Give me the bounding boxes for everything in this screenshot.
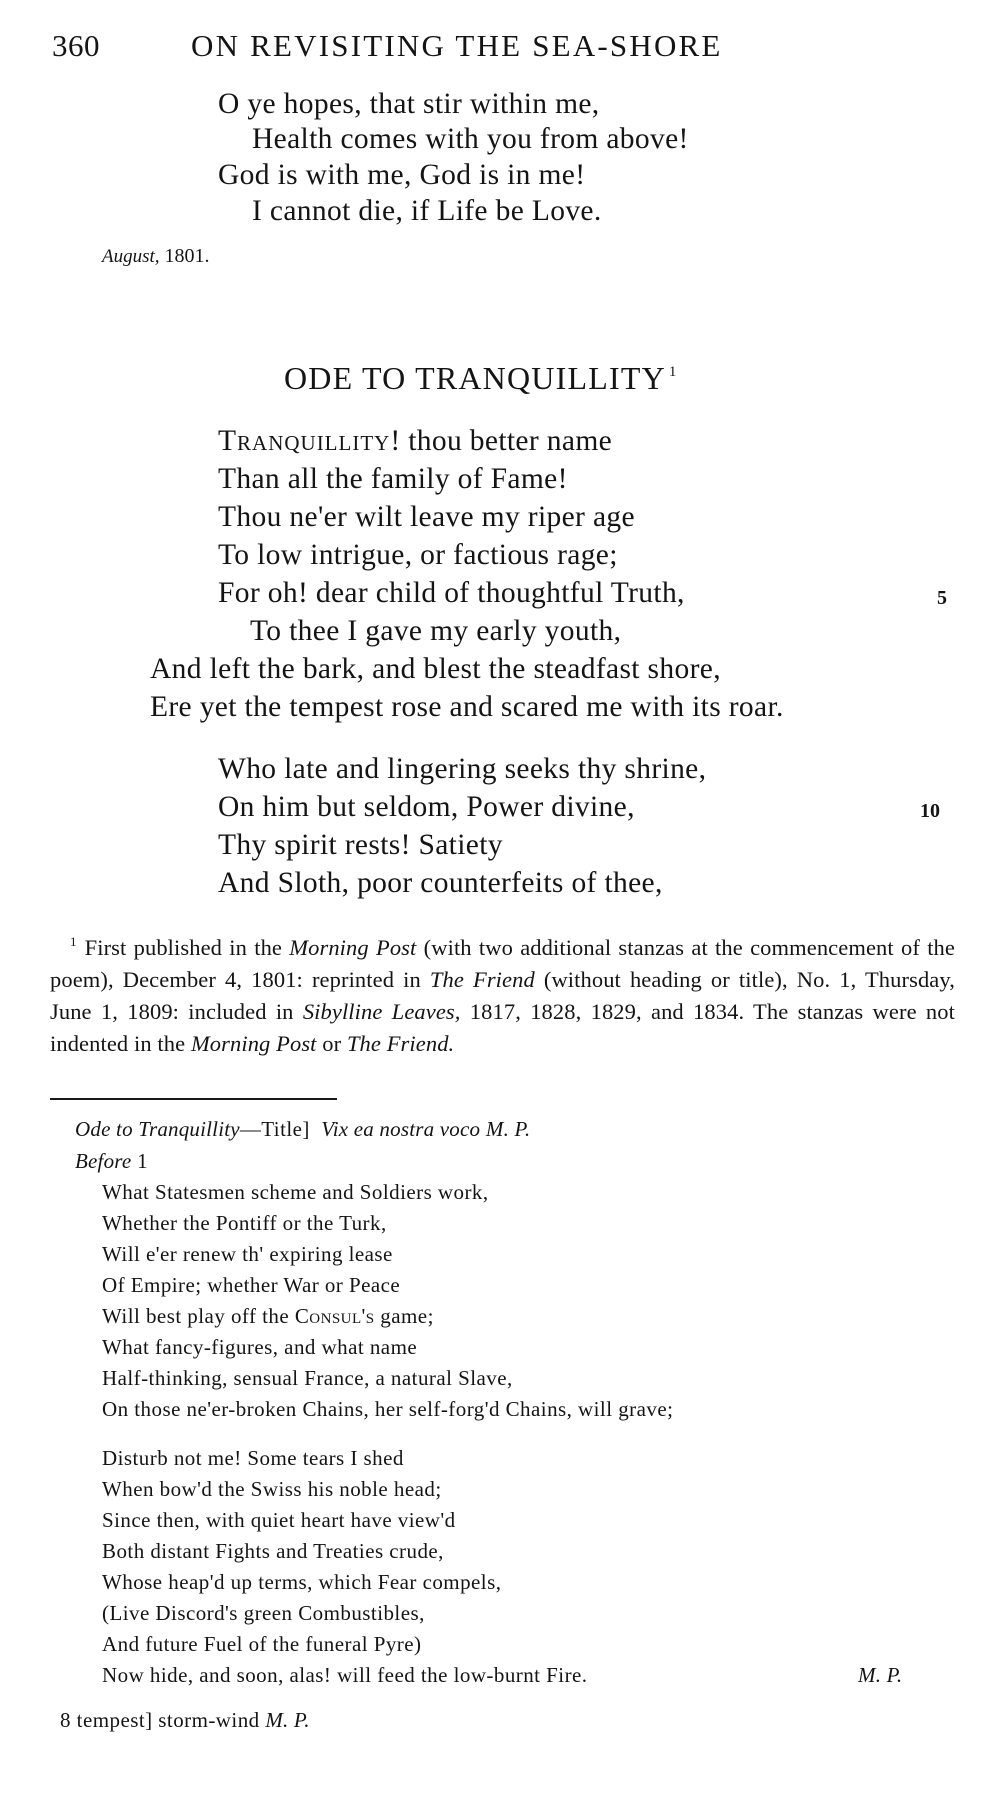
- date-month: August,: [102, 246, 160, 267]
- verse-line-1: [218, 425, 612, 458]
- poem-date: [102, 245, 210, 268]
- apparatus-line: Both distant Fights and Treaties crude,: [102, 1539, 444, 1563]
- verse-line: On him but seldom, Power divine,: [218, 791, 635, 823]
- footnote-title-italic: Sibylline Leaves,: [302, 999, 461, 1024]
- verse-line: And left the bark, and blest the steadfast shore,: [150, 653, 721, 685]
- verse-line: Ere yet the tempest rose and scared me with its roar.: [150, 691, 784, 723]
- before-label-text: Before: [75, 1149, 132, 1173]
- title-variant-note: [75, 1117, 530, 1142]
- consul-word: Consul's: [294, 1304, 375, 1328]
- line-number-5: 5: [937, 587, 947, 609]
- before-line-number: 1: [137, 1149, 149, 1173]
- line-eight-variant: [60, 1708, 310, 1733]
- previous-poem-line: Health comes with you from above!: [252, 123, 689, 155]
- verse-line: And Sloth, poor counterfeits of thee,: [218, 867, 663, 899]
- first-line-rest: ! thou better name: [390, 425, 613, 457]
- apparatus-line: Of Empire; whether War or Peace: [102, 1273, 401, 1297]
- apparatus-text: game;: [374, 1304, 434, 1328]
- verse-line: Thou ne'er wilt leave my riper age: [218, 501, 635, 533]
- apparatus-line: Will e'er renew th' expiring lease: [102, 1242, 393, 1266]
- previous-poem-line: I cannot die, if Life be Love.: [252, 195, 602, 227]
- variant-source-text: M. P.: [858, 1663, 903, 1687]
- apparatus-text: Will best play off the: [102, 1304, 295, 1328]
- apparatus-line: What fancy-figures, and what name: [102, 1335, 418, 1359]
- page-number: 360: [52, 28, 100, 63]
- verse-line: Thy spirit rests! Satiety: [218, 829, 503, 861]
- apparatus-line: Half-thinking, sensual France, a natural Slave,: [102, 1366, 513, 1390]
- previous-poem-line: God is with me, God is in me!: [218, 159, 586, 191]
- line-number-10: 10: [920, 800, 940, 822]
- verse-line: To thee I gave my early youth,: [250, 615, 622, 647]
- footnote: [50, 926, 955, 1060]
- apparatus-line: Since then, with quiet heart have view'd: [102, 1508, 456, 1532]
- footnote-text: (with two additional stanzas at the commencement of the poem), December 4, 1801: reprinted in: [50, 935, 955, 992]
- footnote-title-italic: Morning Post: [190, 1031, 317, 1056]
- footnote-mark: 1: [70, 934, 77, 949]
- apparatus-line: What Statesmen scheme and Soldiers work,: [102, 1180, 489, 1204]
- apparatus-line: And future Fuel of the funeral Pyre): [102, 1632, 422, 1656]
- verse-line: To low intrigue, or factious rage;: [218, 539, 618, 571]
- variant-reading: Vix ea nostra voco: [321, 1117, 481, 1141]
- variant-line-number: 8: [60, 1708, 71, 1732]
- apparatus-line: Now hide, and soon, alas! will feed the low-burnt Fire.: [102, 1663, 588, 1687]
- apparatus-line: [102, 1304, 434, 1329]
- variant-lemma: tempest]: [76, 1708, 153, 1732]
- apparatus-line: Disturb not me! Some tears I shed: [102, 1446, 404, 1470]
- variant-lemma: Ode to Tranquillity: [75, 1117, 240, 1141]
- variant-reading: storm-wind: [158, 1708, 260, 1732]
- variant-source: M. P.: [485, 1117, 531, 1141]
- verse-line: For oh! dear child of thoughtful Truth,: [218, 577, 685, 609]
- verse-line: Who late and lingering seeks thy shrine,: [218, 753, 707, 785]
- first-word: Tranquillity: [218, 425, 391, 457]
- footnote-title-italic: The Friend.: [346, 1031, 455, 1056]
- footnote-title-italic: Morning Post: [289, 935, 417, 960]
- apparatus-line: When bow'd the Swiss his noble head;: [102, 1477, 442, 1501]
- footnote-text: 1817, 1828, 1829, and 1834. The stanzas were not indented in the: [50, 999, 955, 1056]
- variant-source: M. P.: [265, 1708, 310, 1732]
- verse-line: Than all the family of Fame!: [218, 463, 568, 495]
- footnote-title-italic: The Friend: [429, 967, 535, 992]
- poem-title-text: ODE TO TRANQUILLITY: [284, 360, 666, 396]
- apparatus-line: (Live Discord's green Combustibles,: [102, 1601, 425, 1625]
- apparatus-line: On those ne'er-broken Chains, her self-forg'd Chains, will grave;: [102, 1397, 674, 1421]
- title-footnote-mark: 1: [668, 364, 677, 380]
- footnote-rule: [50, 1098, 337, 1100]
- apparatus-line: Whose heap'd up terms, which Fear compels,: [102, 1570, 502, 1594]
- variant-bracket: —Title]: [239, 1117, 310, 1141]
- before-label: [75, 1149, 148, 1174]
- footnote-text: (without heading or title), No. 1, Thursday, June 1, 1809: included in: [50, 967, 955, 1024]
- poem-title: [284, 360, 676, 397]
- footnote-text: First published in the: [84, 935, 290, 960]
- footnote-text: or: [316, 1031, 347, 1056]
- previous-poem-line: O ye hopes, that stir within me,: [218, 88, 600, 120]
- apparatus-line: Whether the Pontiff or the Turk,: [102, 1211, 387, 1235]
- date-year: 1801.: [164, 245, 210, 267]
- variant-source: [858, 1663, 902, 1688]
- running-title: ON REVISITING THE SEA-SHORE: [191, 28, 723, 63]
